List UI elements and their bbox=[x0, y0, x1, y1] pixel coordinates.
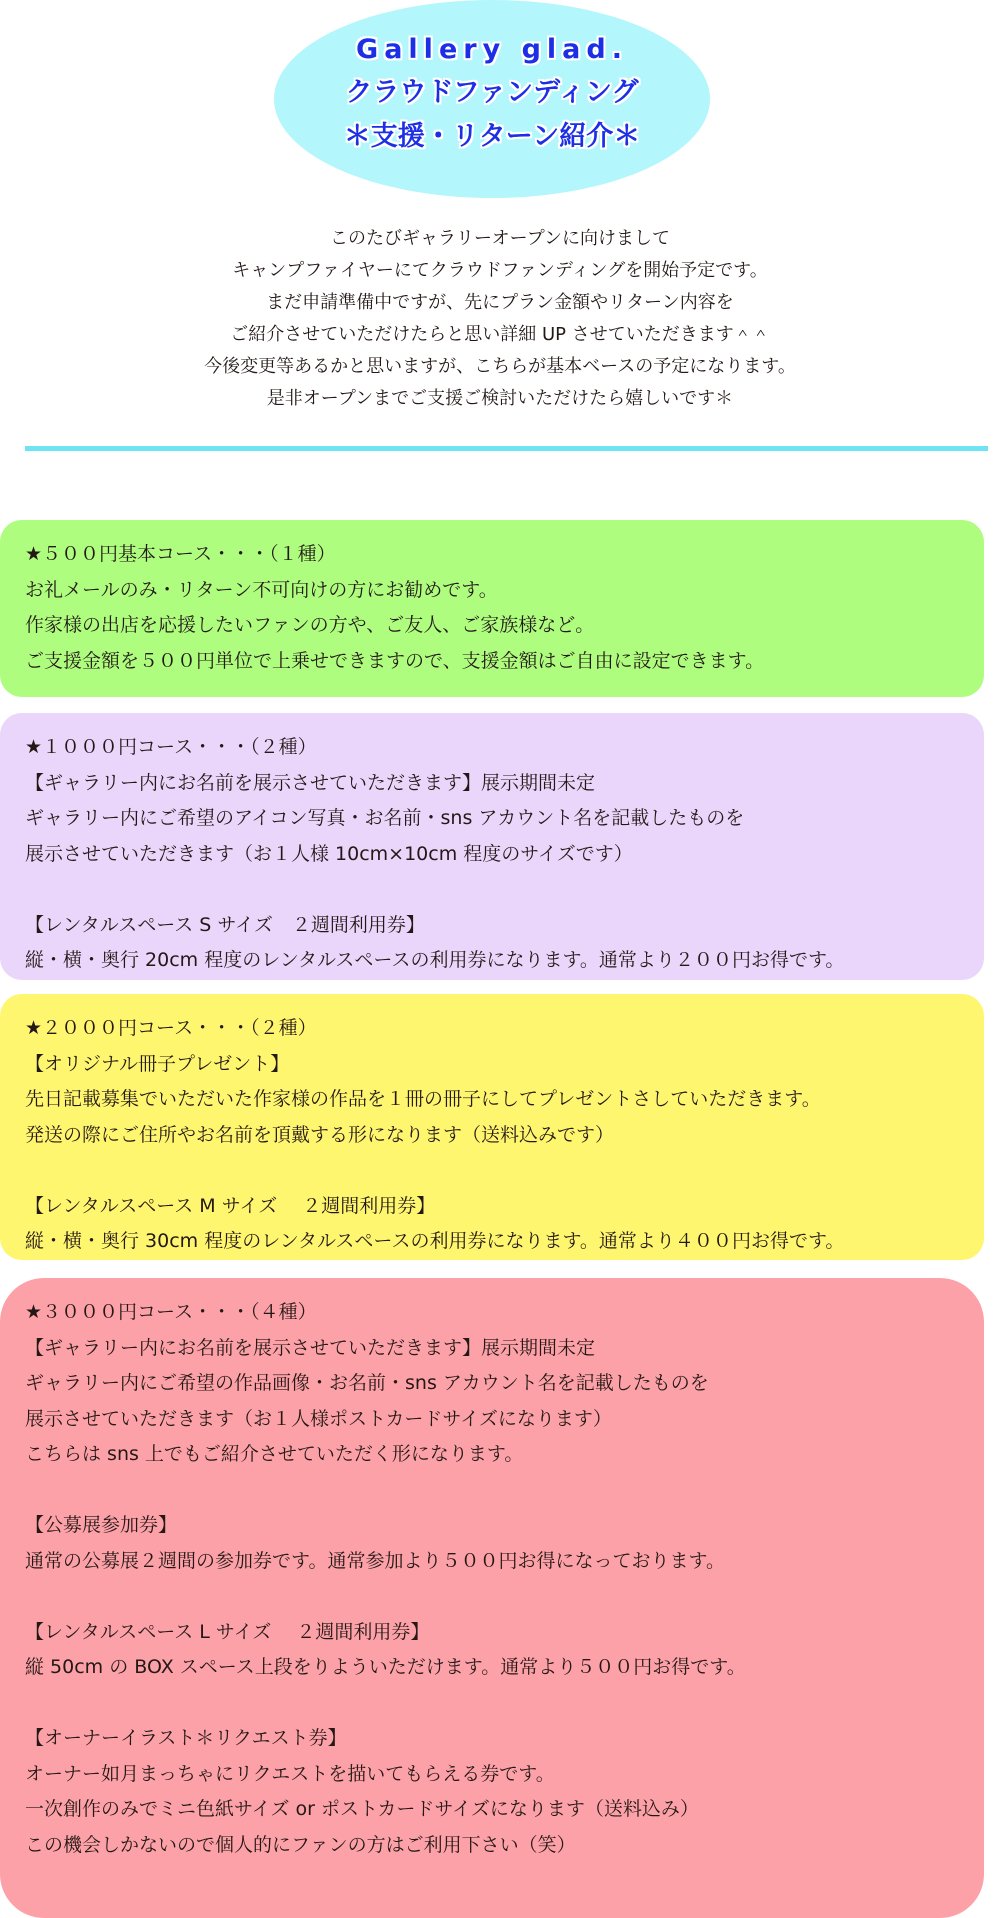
course-line: お礼メールのみ・リターン不可向けの方にお勧めです。 bbox=[25, 578, 498, 601]
course-line: こちらは sns 上でもご紹介させていただく形になります。 bbox=[25, 1443, 524, 1465]
support-return-subtitle: ＊支援・リターン紹介＊ bbox=[343, 121, 641, 152]
crowdfunding-title: クラウドファンディング bbox=[345, 77, 639, 108]
course-line: 【ギャラリー内にお名前を展示させていただきます】展示期間未定 bbox=[25, 771, 596, 794]
course-spacer bbox=[25, 1579, 984, 1615]
gallery-name: Gallery glad. bbox=[356, 34, 628, 65]
course-500-card bbox=[0, 520, 984, 697]
course-line: 【公募展参加券】 bbox=[25, 1514, 178, 1536]
intro-text bbox=[0, 223, 1000, 415]
course-spacer bbox=[25, 872, 984, 908]
course-line: 先日記載募集でいただいた作家様の作品を１冊の冊子にしてプレゼントさしていただきます。 bbox=[25, 1088, 821, 1110]
intro-line: 今後変更等あるかと思いますが、こちらが基本ベースの予定になります。 bbox=[204, 356, 796, 377]
course-line: 【レンタルスペース S サイズ ２週間利用券】 bbox=[25, 913, 425, 936]
intro-line: キャンプファイヤーにてクラウドファンディングを開始予定です。 bbox=[232, 260, 768, 281]
course-spacer bbox=[25, 1686, 984, 1722]
intro-line: 是非オープンまでご支援ご検討いただけたら嬉しいです＊ bbox=[266, 388, 734, 409]
course-heading: ★５００円基本コース・・・（１種） bbox=[25, 543, 336, 565]
course-line: 【ギャラリー内にお名前を展示させていただきます】展示期間未定 bbox=[25, 1336, 596, 1359]
course-2000-card bbox=[0, 994, 984, 1260]
course-line: 【オーナーイラスト＊リクエスト券】 bbox=[25, 1727, 347, 1749]
course-heading: ★１０００円コース・・・（２種） bbox=[25, 736, 317, 758]
course-line: 通常の公募展２週間の参加券です。通常参加より５００円お得になっております。 bbox=[25, 1549, 725, 1572]
course-line: この機会しかないので個人的にファンの方はご利用下さい（笑） bbox=[25, 1833, 576, 1856]
course-line: 発送の際にご住所やお名前を頂戴する形になります（送料込みです） bbox=[25, 1123, 615, 1146]
course-1000-card bbox=[0, 713, 984, 980]
course-3000-card bbox=[0, 1278, 984, 1918]
course-spacer bbox=[25, 1153, 984, 1189]
course-line: 縦・横・奥行 30cm 程度のレンタルスペースの利用券になります。通常より４００円お得です。 bbox=[25, 1230, 845, 1252]
course-line: ギャラリー内にご希望の作品画像・お名前・sns アカウント名を記載したものを bbox=[25, 1372, 709, 1394]
course-line: 縦・横・奥行 20cm 程度のレンタルスペースの利用券になります。通常より２００円お得です。 bbox=[25, 949, 845, 971]
course-line: 作家様の出店を応援したいファンの方や、ご友人、ご家族様など。 bbox=[25, 614, 595, 636]
course-heading: ★２０００円コース・・・（２種） bbox=[25, 1017, 317, 1039]
course-line: ご支援金額を５００円単位で上乗せできますので、支援金額はご自由に設定できます。 bbox=[25, 649, 765, 672]
course-line: 【オリジナル冊子プレゼント】 bbox=[25, 1052, 290, 1075]
course-line: 展示させていただきます（お１人様 10cm×10cm 程度のサイズです） bbox=[25, 842, 633, 865]
course-line: オーナー如月まっちゃにリクエストを描いてもらえる券です。 bbox=[25, 1762, 555, 1785]
intro-line: このたびギャラリーオープンに向けまして bbox=[329, 228, 671, 249]
course-heading: ★３０００円コース・・・（４種） bbox=[25, 1301, 317, 1323]
course-spacer bbox=[25, 1473, 984, 1509]
course-line: ギャラリー内にご希望のアイコン写真・お名前・sns アカウント名を記載したものを bbox=[25, 807, 745, 829]
course-line: 一次創作のみでミニ色紙サイズ or ポストカードサイズになります（送料込み） bbox=[25, 1798, 699, 1820]
course-line: 【レンタルスペース M サイズ ２週間利用券】 bbox=[25, 1194, 436, 1217]
section-divider bbox=[25, 446, 988, 451]
course-line: 展示させていただきます（お１人様ポストカードサイズになります） bbox=[25, 1407, 612, 1430]
intro-line: まだ申請準備中ですが、先にプラン金額やリターン内容を bbox=[266, 292, 734, 313]
intro-line: ご紹介させていただけたらと思い詳細 UP させていただきます＾＾ bbox=[230, 324, 770, 345]
course-line: 縦 50cm の BOX スペース上段をりよういただけます。通常より５００円お得です。 bbox=[25, 1656, 746, 1678]
course-line: 【レンタルスペース L サイズ ２週間利用券】 bbox=[25, 1620, 430, 1643]
